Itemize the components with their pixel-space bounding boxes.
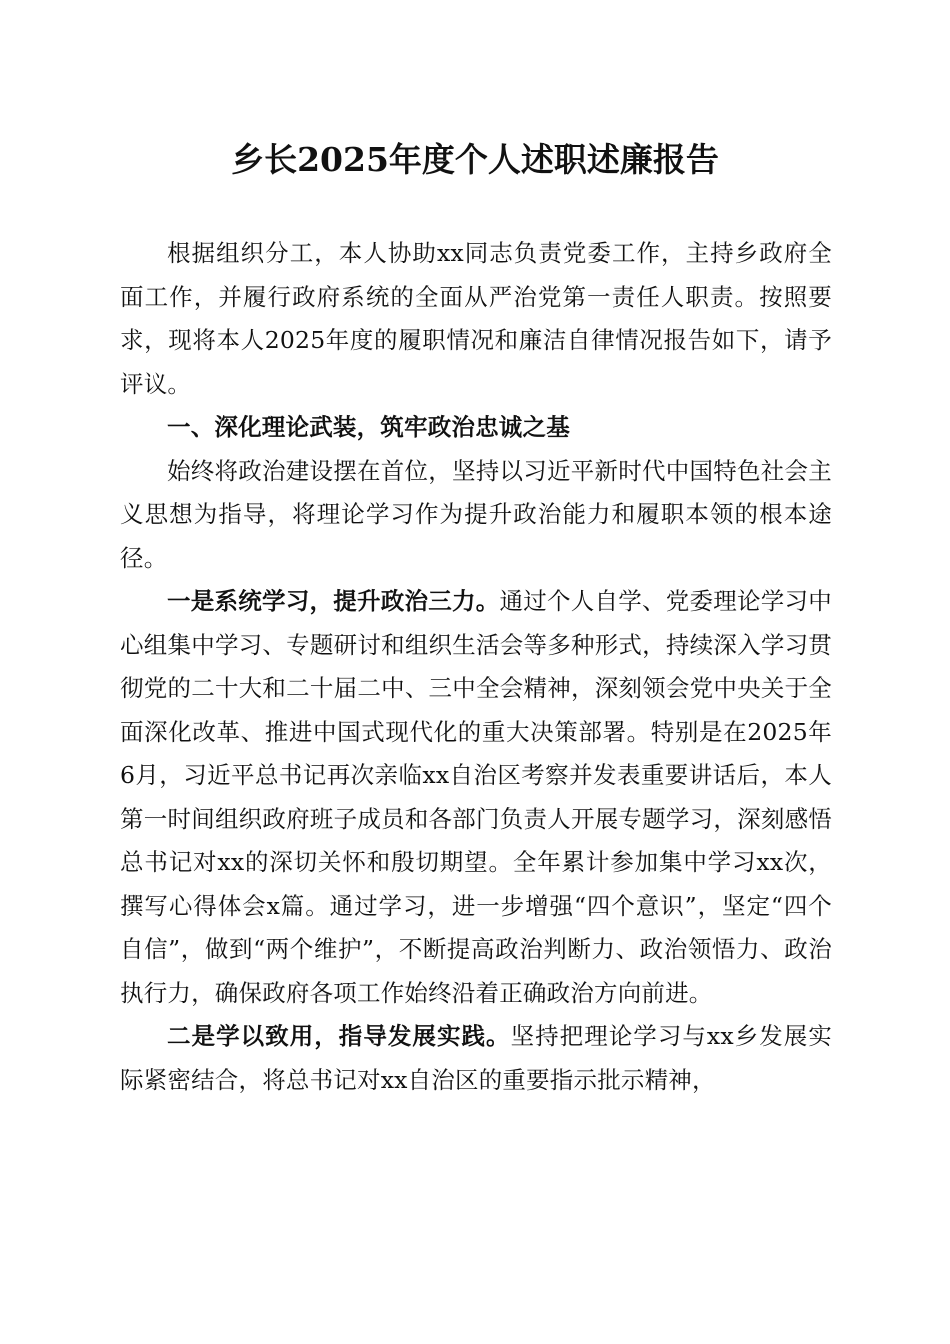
section-heading: 一、深化理论武装，筑牢政治忠诚之基 bbox=[167, 413, 570, 441]
point-two-text: 坚持把理论学习与xx乡发展实际紧密结合，将总书记对xx自治区的重要指示批示精神， bbox=[120, 1022, 832, 1094]
document-body bbox=[120, 232, 832, 1102]
point-two-paragraph bbox=[120, 1015, 832, 1102]
section-intro-paragraph: 始终将政治建设摆在首位，坚持以习近平新时代中国特色社会主义思想为指导，将理论学习作为提升政治能力和履职本领的根本途径。 bbox=[120, 456, 832, 572]
point-one-paragraph bbox=[120, 580, 832, 1015]
page-title: 乡长2025年度个人述职述廉报告 bbox=[231, 140, 719, 179]
intro-paragraph: 根据组织分工，本人协助xx同志负责党委工作，主持乡政府全面工作，并履行政府系统的全面从严治党第一责任人职责。按照要求，现将本人2025年度的履职情况和廉洁自律情况报告如下，请予评议。 bbox=[120, 239, 832, 398]
point-one-lead: 一是系统学习，提升政治三力。 bbox=[167, 587, 500, 615]
point-two-lead: 二是学以致用，指导发展实践。 bbox=[167, 1022, 511, 1050]
point-one-text: 通过个人自学、党委理论学习中心组集中学习、专题研讨和组织生活会等多种形式，持续深入学习贯彻党的二十大和二十届二中、三中全会精神，深刻领会党中央关于全面深化改革、推进中国式现代化的重大决策部署。特别是在2025年6月，习近平总书记再次亲临xx自治区考察并发表重要讲话后，本人第一时间组织政府班子成员和各部门负责人开展专题学习，深刻感悟总书记对xx的深切关怀和殷切期望。全年累计参加集中学习xx次，撰写心得体会x篇。通过学习，进一步增强“四个意识”，坚定“四个自信”，做到“两个维护”，不断提高政治判断力、政治领悟力、政治执行力，确保政府各项工作始终沿着正确政治方向前进。 bbox=[120, 587, 832, 1007]
